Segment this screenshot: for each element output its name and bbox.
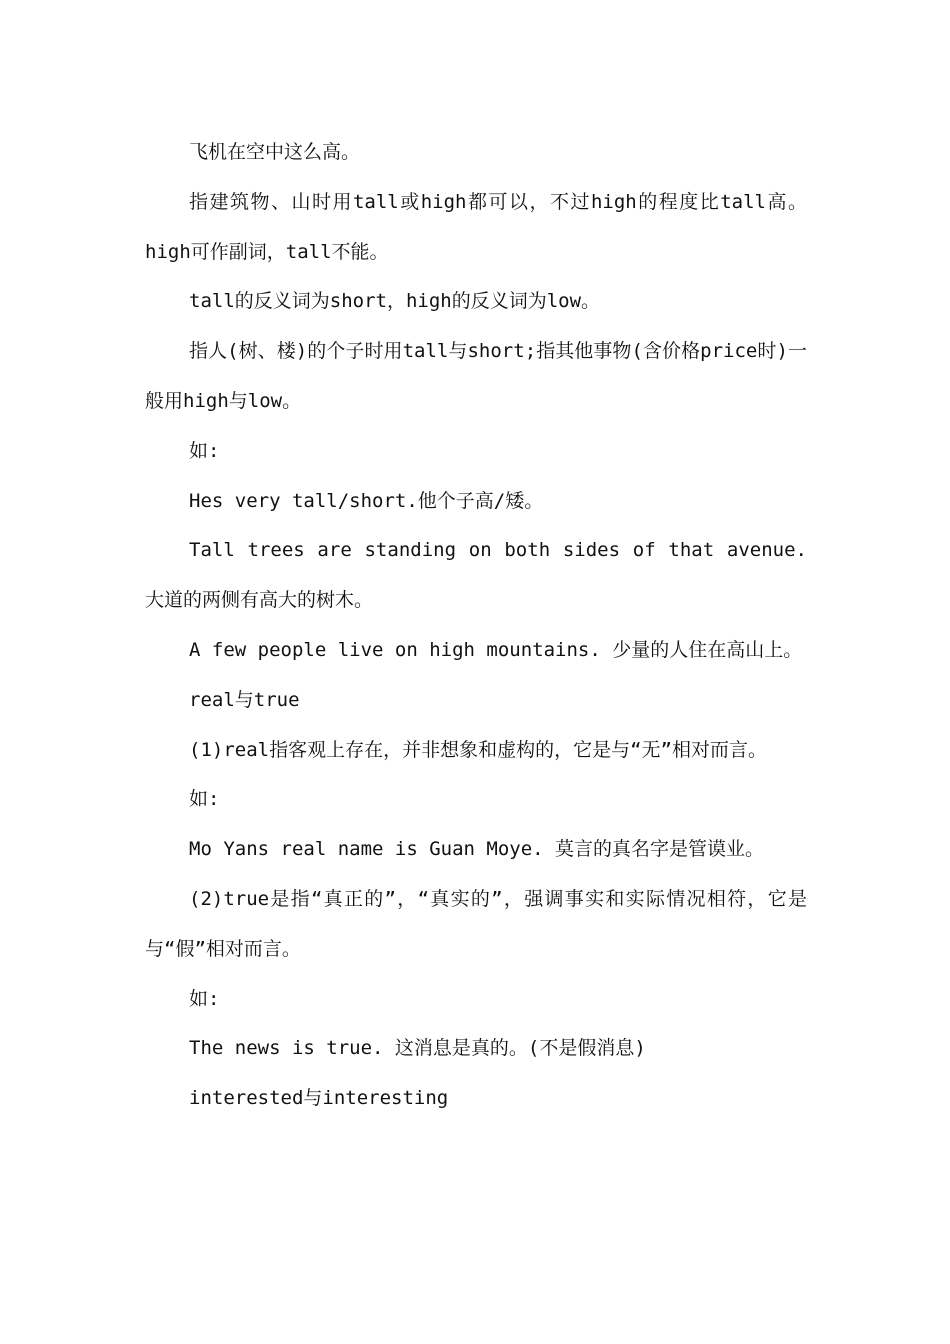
paragraph: tall的反义词为short，high的反义词为low。 [189, 290, 601, 313]
paragraph: (1)real指客观上存在，并非想象和虚构的，它是与“无”相对而言。 [189, 738, 767, 761]
paragraph: The news is true. 这消息是真的。(不是假消息) [189, 1037, 646, 1060]
paragraph: 如: [189, 788, 220, 811]
paragraph: real与true [189, 688, 300, 711]
paragraph: A few people live on high mountains. 少量的人住在高山上。 [189, 638, 803, 661]
paragraph: Mo Yans real name is Guan Moye. 莫言的真名字是管谟业。 [189, 838, 765, 861]
document-body [145, 128, 807, 1124]
paragraph: interested与interesting [189, 1087, 449, 1110]
paragraph: (2)true是指“真正的”，“真实的”，强调事实和实际情况相符，它是与“假”相对而言。 [145, 887, 807, 960]
paragraph: 如: [189, 439, 220, 462]
paragraph: 飞机在空中这么高。 [189, 141, 361, 163]
paragraph: 指建筑物、山时用tall或high都可以，不过high的程度比tall高。high可作副词，tall不能。 [145, 190, 807, 263]
paragraph: 如: [189, 987, 220, 1010]
paragraph: Hes very tall/short.他个子高/矮。 [189, 489, 544, 512]
paragraph: Tall trees are standing on both sides of that avenue.大道的两侧有高大的树木。 [145, 539, 807, 612]
paragraph: 指人(树、楼)的个子时用tall与short;指其他事物(含价格price时)一般用high与low。 [145, 340, 807, 412]
